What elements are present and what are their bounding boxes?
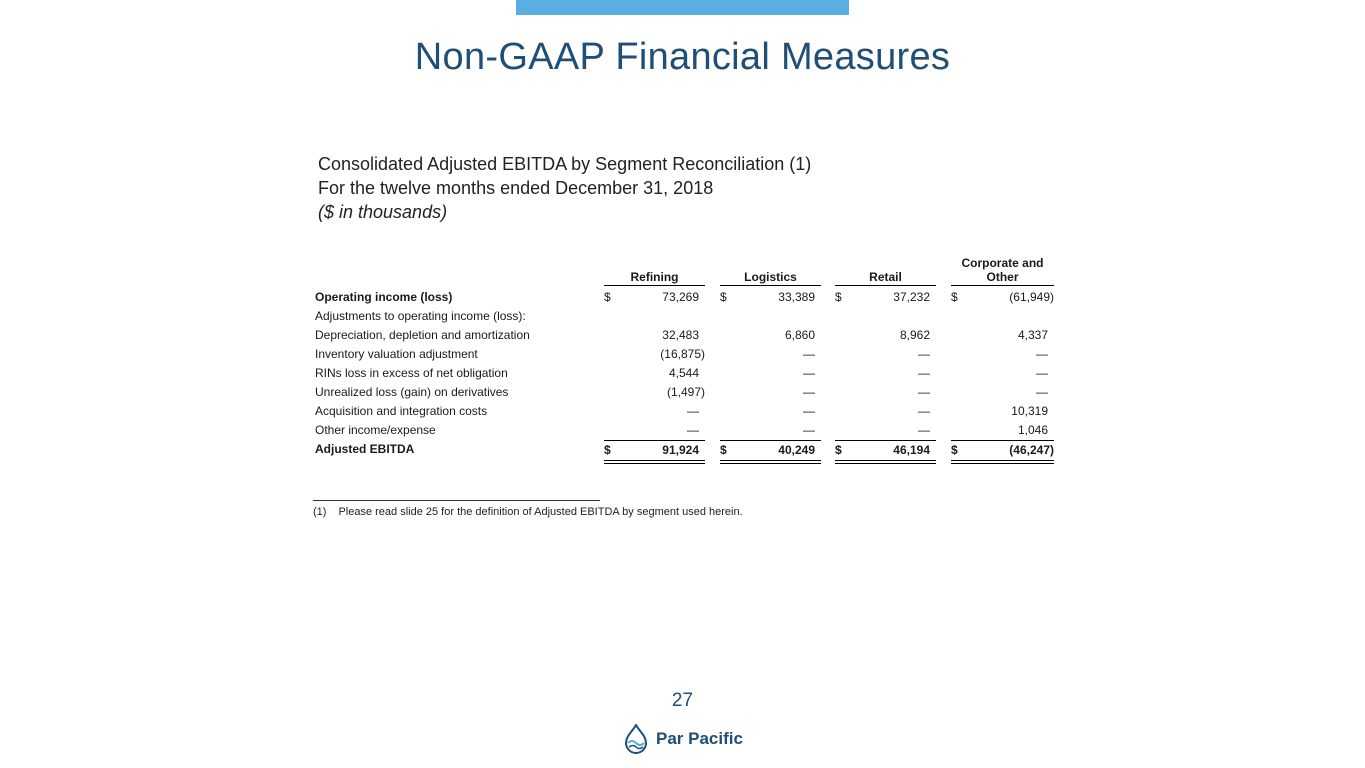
row-label: Inventory valuation adjustment [315,347,478,361]
cell-logistics: — [803,404,815,418]
cell-retail: — [918,347,930,361]
table-row [312,421,1058,440]
subtitle-line-2: For the twelve months ended December 31, 2018 [318,178,714,198]
cell-retail: $ 37,232 [835,290,930,304]
cell-retail: — [918,385,930,399]
table-row-total [312,440,1058,459]
subtitle-line-3: ($ in thousands) [318,202,448,222]
cell-logistics: $ 40,249 [720,440,821,461]
cell-corporate: 10,319 [1011,404,1048,418]
cell-logistics: — [803,366,815,380]
cell-refining: 32,483 [662,328,699,342]
cell-refining: — [687,404,699,418]
row-label: Operating income (loss) [315,290,453,304]
row-label: Other income/expense [315,423,436,437]
cell-refining: (16,875) [660,347,705,361]
col-header-corporate-line1: Corporate and [961,256,1044,270]
cell-refining: $ 73,269 [604,290,699,304]
cell-corporate: — [1036,347,1048,361]
row-label: Adjustments to operating income (loss): [315,309,526,323]
table-row [312,402,1058,421]
cell-logistics: $ 33,389 [720,290,815,304]
cell-logistics: — [803,423,815,437]
table-row [312,307,1058,326]
cell-corporate: $ (46,247) [951,440,1054,461]
cell-refining: (1,497) [666,385,705,399]
row-label: RINs loss in excess of net obligation [315,366,508,380]
cell-refining: 4,544 [668,366,699,380]
cell-retail: — [918,404,930,418]
logo-text: Par Pacific [656,729,743,748]
footnote-text: Please read slide 25 for the definition of Adjusted EBITDA by segment used herein. [338,506,743,518]
table-row [312,345,1058,364]
row-label: Acquisition and integration costs [315,404,488,418]
footnote-divider [313,500,600,501]
subtitle-line-1: Consolidated Adjusted EBITDA by Segment Reconciliation (1) [318,154,812,174]
cell-corporate: 4,337 [1017,328,1048,342]
cell-corporate: $ (61,949) [951,290,1054,304]
cell-refining: — [687,423,699,437]
company-logo [622,722,743,756]
table-subtitle [318,152,811,224]
row-label: Unrealized loss (gain) on derivatives [315,385,509,399]
cell-corporate: — [1036,366,1048,380]
cell-corporate: 1,046 [1017,423,1048,437]
cell-refining: $ 91,924 [604,440,705,461]
top-accent-bar [516,0,849,15]
reconciliation-table [312,254,1058,459]
cell-retail: — [918,366,930,380]
col-header-refining: Refining [604,270,705,286]
cell-retail: — [918,423,930,437]
row-label: Adjusted EBITDA [315,442,415,456]
col-header-logistics: Logistics [720,270,821,286]
page-number: 27 [671,690,694,711]
footnote [313,506,743,518]
col-header-corporate-line2: Other [986,270,1019,284]
table-row [312,383,1058,402]
cell-corporate: — [1036,385,1048,399]
table-header [312,254,1058,288]
col-header-retail: Retail [835,270,936,286]
cell-logistics: — [803,385,815,399]
table-row [312,326,1058,345]
wave-drop-logo-icon [622,724,650,754]
table-row [312,364,1058,383]
cell-logistics: 6,860 [784,328,815,342]
row-label: Depreciation, depletion and amortization [315,328,530,342]
table-row [312,288,1058,307]
footnote-number: (1) [313,506,327,518]
col-header-corporate [951,256,1054,286]
cell-retail: 8,962 [899,328,930,342]
cell-retail: $ 46,194 [835,440,936,461]
slide-title: Non-GAAP Financial Measures [414,36,951,78]
cell-logistics: — [803,347,815,361]
